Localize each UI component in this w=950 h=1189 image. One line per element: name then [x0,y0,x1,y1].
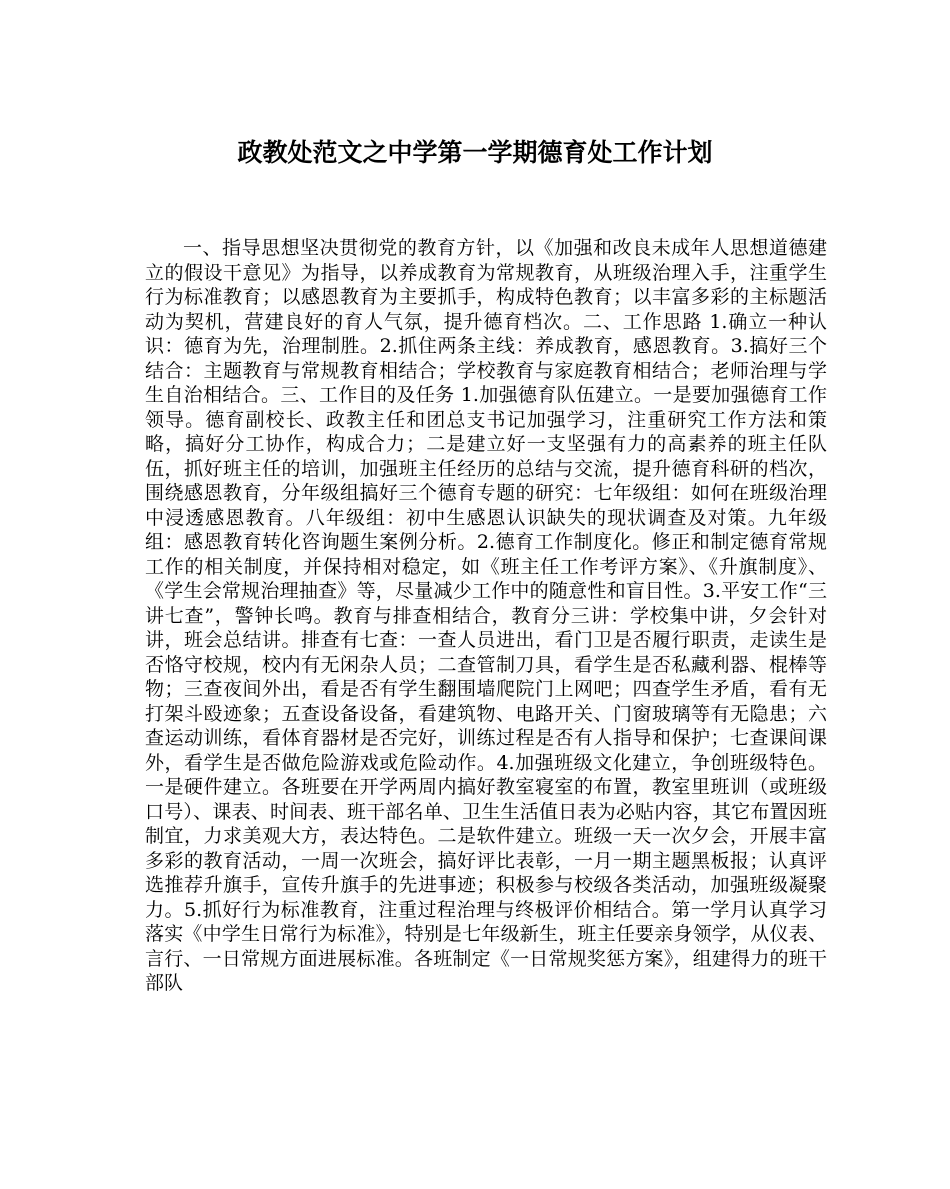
document-title: 政教处范文之中学第一学期德育处工作计划 [237,138,713,167]
document-body-paragraph: 一、指导思想坚决贯彻党的教育方针，以《加强和改良未成年人思想道德建立的假设干意见》为指导，以养成教育为常规教育，从班级治理入手，注重学生行为标准教育；以感恩教育为主要抓手，构成特色教育；以丰富多彩的主标题活动为契机，营建良好的育人气氛，提升德育档次。二、工作思路 1.确立一种认识：德育为先，治理制胜。2.抓住两条主线：养成教育，感恩教育。3.搞好三个结合：主题教育与常规教育相结合；学校教育与家庭教育相结合；老师治理与学生自治相结合。三、工作目的及任务 1.加强德育队伍建立。一是要加强德育工作领导。德育副校长、政教主任和团总支书记加强学习，注重研究工作方法和策略，搞好分工协作，构成合力；二是建立好一支坚强有力的高素养的班主任队伍，抓好班主任的培训，加强班主任经历的总结与交流，提升德育科研的档次，围绕感恩教育，分年级组搞好三个德育专题的研究：七年级组：如何在班级治理中浸透感恩教育。八年级组：初中生感恩认识缺失的现状调查及对策。九年级组：感恩教育转化咨询题生案例分析。2.德育工作制度化。修正和制定德育常规工作的相关制度，并保持相对稳定，如《班主任工作考评方案》、《升旗制度》、《学生会常规治理抽查》等，尽量减少工作中的随意性和盲目性。3.平安工作“三讲七查”，警钟长鸣。教育与排查相结合，教育分三讲：学校集中讲，夕会针对讲，班会总结讲。排查有七查：一查人员进出，看门卫是否履行职责，走读生是否恪守校规，校内有无闲杂人员；二查管制刀具，看学生是否私藏利器、棍棒等物；三查夜间外出，看是否有学生翻围墙爬院门上网吧；四查学生矛盾，看有无打架斗殴迹象；五查设备设备，看建筑物、电路开关、门窗玻璃等有无隐患；六查运动训练，看体育器材是否完好，训练过程是否有人指导和保护；七查课间课外，看学生是否做危险游戏或危险动作。4.加强班级文化建立，争创班级特色。一是硬件建立。各班要在开学两周内搞好教室寝室的布置，教室里班训（或班级口号）、课表、时间表、班干部名单、卫生生活值日表为必贴内容，其它布置因班制宜，力求美观大方，表达特色。二是软件建立。班级一天一次夕会，开展丰富多彩的教育活动，一周一次班会，搞好评比表彰，一月一期主题黑板报；认真评选推荐升旗手，宣传升旗手的先进事迹；积极参与校级各类活动，加强班级凝聚力。5.抓好行为标准教育，注重过程治理与终极评价相结合。第一学月认真学习落实《中学生日常行为标准》，特别是七年级新生，班主任要亲身领学，从仪表、言行、一日常规方面进展标准。各班制定《一日常规奖惩方案》，组建得力的班干部队 [145,237,827,994]
